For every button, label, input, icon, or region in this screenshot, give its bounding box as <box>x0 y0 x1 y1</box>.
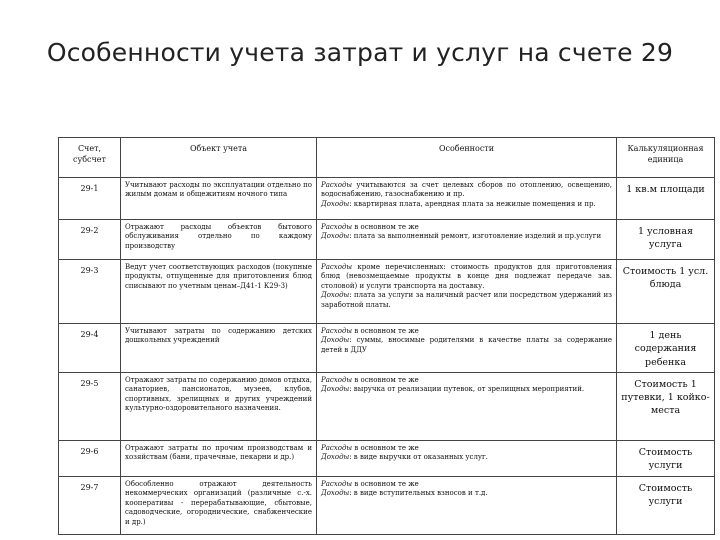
features-cell <box>317 178 617 220</box>
table-row <box>59 220 715 260</box>
object-cell: Учитывают затраты по содержанию детских дошкольных учреждений <box>121 324 317 373</box>
slide-title: Особенности учета затрат и услуг на счете 29 <box>46 38 674 67</box>
table-row <box>59 476 715 534</box>
account-cell: 29-2 <box>59 220 121 260</box>
income-text: : в виде вступительных взносов и т.д. <box>349 489 488 498</box>
header-features: Особенности <box>317 138 617 178</box>
income-label: Доходы <box>321 385 350 394</box>
cost-accounting-table <box>58 137 715 535</box>
unit-cell: Стоимость услуги <box>617 440 715 476</box>
income-text: : плата за выполненный ремонт, изготовление изделий и пр.услуги <box>349 232 602 241</box>
expenses-label: Расходы <box>321 263 353 271</box>
expenses-label: Расходы <box>321 223 353 231</box>
unit-cell: 1 условная услуга <box>617 220 715 260</box>
income-text: : квартирная плата, арендная плата за нежилые помещения и пр. <box>349 199 596 208</box>
expenses-label: Расходы <box>321 181 353 189</box>
header-unit: Калькуляционная единица <box>617 138 715 178</box>
expenses-label: Расходы <box>321 327 353 335</box>
unit-cell: Стоимость услуги <box>617 476 715 534</box>
income-label: Доходы <box>321 489 350 498</box>
expenses-text: в основном те же <box>352 375 419 384</box>
table-row <box>59 324 715 373</box>
account-cell: 29-1 <box>59 178 121 220</box>
expenses-label: Расходы <box>321 443 353 452</box>
object-cell: Ведут учет соответствующих расходов (покупные продукты, отпущенные для приготовления блюд списывают по учетным ценам–Д41-1 К29-3) <box>121 260 317 324</box>
income-label: Доходы <box>321 232 350 241</box>
expenses-label: Расходы <box>321 375 353 384</box>
income-text: : в виде выручки от оказанных услуг. <box>349 453 488 462</box>
income-text: : выручка от реализации путевок, от зрелищных мероприятий. <box>349 385 585 394</box>
features-cell <box>317 220 617 260</box>
unit-cell: Стоимость 1 усл. блюда <box>617 260 715 324</box>
unit-cell: Стоимость 1 путевки, 1 койко-места <box>617 372 715 440</box>
expenses-text: в основном те же <box>352 223 419 231</box>
table-row <box>59 372 715 440</box>
header-account: Счет, субсчет <box>59 138 121 178</box>
expenses-text: учитываются за счет целевых сборов по отоплению, освещению, водоснабжению, газоснабжению и пр. <box>321 181 612 199</box>
account-cell: 29-6 <box>59 440 121 476</box>
account-cell: 29-7 <box>59 476 121 534</box>
income-label: Доходы <box>321 336 350 345</box>
header-object: Объект учета <box>121 138 317 178</box>
features-cell <box>317 440 617 476</box>
income-text: : суммы, вносимые родителями в качестве платы за содержание детей в ДДУ <box>321 336 612 354</box>
object-cell: Учитывают расходы по эксплуатации отдельно по жилым домам и общежитиям ночного типа <box>121 178 317 220</box>
object-cell: Отражают затраты по прочим производствам и хозяйствам (бани, прачечные, пекарни и др.) <box>121 440 317 476</box>
object-cell: Отражают расходы объектов бытового обслуживания отдельно по каждому производству <box>121 220 317 260</box>
unit-cell: 1 кв.м площади <box>617 178 715 220</box>
table-row <box>59 178 715 220</box>
expenses-text: в основном те же <box>352 327 419 335</box>
expenses-text: в основном те же <box>352 479 419 488</box>
income-label: Доходы <box>321 291 350 300</box>
income-label: Доходы <box>321 453 350 462</box>
income-label: Доходы <box>321 199 350 208</box>
account-cell: 29-5 <box>59 372 121 440</box>
object-cell: Обособленно отражают деятельность некоммерческих организаций (различные с.-х. кооперативы - перерабатывающие, сбытовые, садоводческие, огороднические, снабженческие и др.) <box>121 476 317 534</box>
table-row <box>59 440 715 476</box>
expenses-text: в основном те же <box>352 443 419 452</box>
account-cell: 29-4 <box>59 324 121 373</box>
account-cell: 29-3 <box>59 260 121 324</box>
features-cell <box>317 260 617 324</box>
unit-cell: 1 день содержания ребенка <box>617 324 715 373</box>
features-cell <box>317 372 617 440</box>
expenses-label: Расходы <box>321 479 353 488</box>
table-row <box>59 260 715 324</box>
features-cell <box>317 324 617 373</box>
expenses-text: кроме перечисленных: стоимость продуктов для приготовления блюд (невозмещаемые продукты в конце дня подлежат передаче зав. столовой) и услуги транспорта на доставку. <box>321 263 612 290</box>
object-cell: Отражают затраты по содержанию домов отдыха, санаториев, пансионатов, музеев, клубов, спортивных, зрелищных и других учреждений культурно-оздоровительного назначения. <box>121 372 317 440</box>
features-cell <box>317 476 617 534</box>
income-text: : плата за услуги за наличный расчет или посредством удержаний из заработной платы. <box>321 291 612 309</box>
table-header-row <box>59 138 715 178</box>
